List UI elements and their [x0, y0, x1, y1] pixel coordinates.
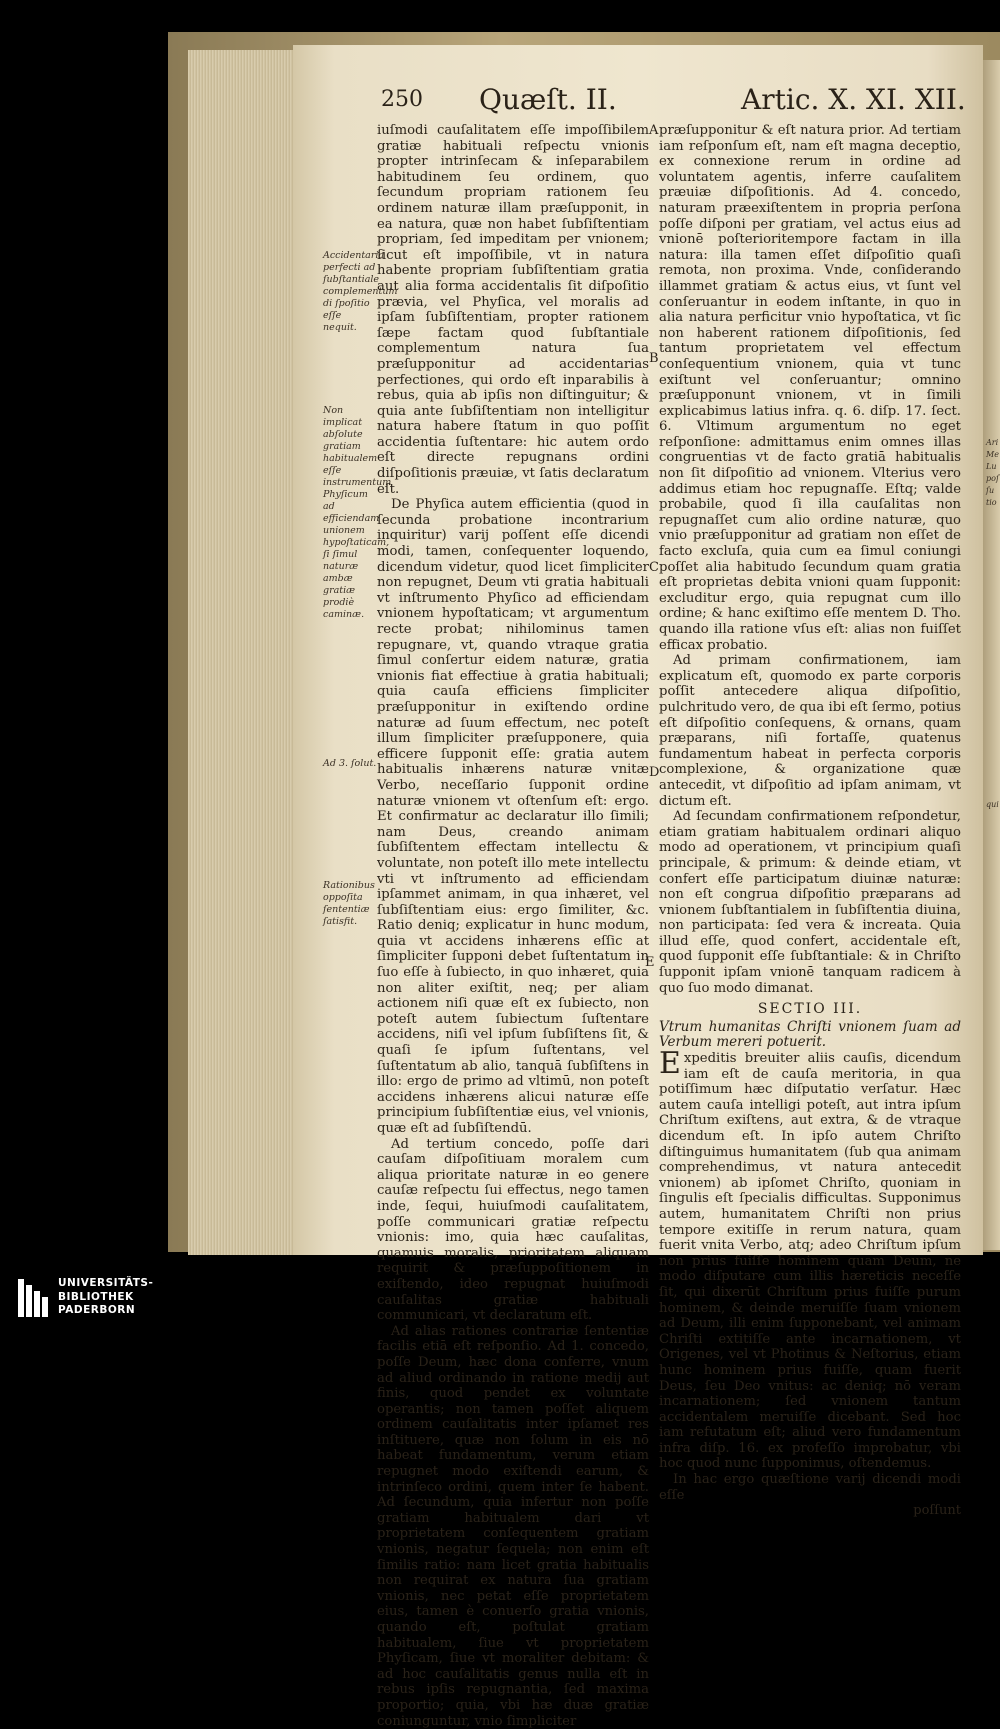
section-first-paragraph [659, 1046, 961, 1472]
edge-fragment: ſu [986, 486, 995, 495]
running-title: Quæſt. II. [479, 83, 617, 116]
left-column [377, 123, 649, 1729]
edge-fragment: qui [986, 800, 999, 809]
margin-note: Accidentaria perfecti ad ſubſtantiale complementum di ſpoſitio eſſe nequit. [323, 250, 398, 333]
paragraph-text: xpeditis breuiter aliis cauſis, dicendum iam eſt de cauſa meritoria, in qua potiſſimum hæc diſputatio verſatur. Hæc autem cauſa intelligi poteſt, aut intra ipſum Chriſtum exiſtens, aut extra, & de vtraque dicendum eſt. In ipſo autem Chriſto diſtinguimus humanitatem (ſub qua animam comprehendimus, vt natura antecedit vnionem) ab ipſomet Chriſto, quoniam in ſingulis eſt ſpecialis difficultas. Supponimus autem, humanitatem Chriſti non prius tempore exitiſſe in rerum natura, quam fuerit vnita Verbo, atq; adeo Chriſtum ipſum non prius fuiſſe hominem quam Deum, ne modo diſputare cum illis hæreticis neceſſe ſit, qui dixerūt Chriſtum prius fuiſſe purum hominem, & deinde meruiſſe ſuam vnionem ad Deum, illi enim ſupponebant, vel animam Chriſti extitiſſe ante incarnationem, vt Origenes, vel vt Photinus & Neſtorius, etiam hunc hominem prius fuiſſe, quam fuerit Deus, ſeu Deo vnitus: ac deniq; nō veram incarnationem; ſed vnionem tantum accidentalem meruiſſe dicebant. Sed hoc iam refutatum eſt; aliud vero fundamentum infra diſp. 16. ex profeſſo improbatur, vbi hoc quod nunc ſupponimus, oſtendemus. [659, 1051, 961, 1472]
drop-cap: E [659, 1046, 681, 1082]
library-logo-icon [18, 1279, 52, 1317]
margin-letter: B [649, 351, 659, 366]
right-column [659, 123, 961, 1519]
margin-note: Rationibus oppoſita ſententiæ ſatisfit. [323, 880, 375, 927]
paragraph: De Phyſica autem efficientia (quod in ſecunda probatione incontrarium inquiritur) varij poſſent eſſe dicendi modi, tamen, conſequenter loquendo, dicendum videtur, quod licet ſimpliciter non repugnet, Deum vti gratia habituali vt inſtrumento Phyſico ad efficiendam vnionem hypoſtaticam; vt argumentum recte probat; nihilominus tamen repugnare, vt, quando vtraque gratia ſimul conſertur eidem naturæ, gratia vnionis fiat effectiue à gratia habituali; quia cauſa efficiens ſimpliciter præſupponitur in exiſtendo ordine naturæ ad ſuum effectum, nec poteſt illum ſimpliciter præſupponere, quia efficere ſupponit eſſe: gratia autem habitualis inhærens naturæ vnitæ Verbo, neceſſario ſupponit ordine naturæ vnionem vt oſtenſum eſt: ergo. Et confirmatur ac declaratur illo ſimili; nam Deus, creando animam ſubſiſtentem effectam intellectu & voluntate, non poteſt illo mete intellectu vti vt inſtrumento ad efficiendam ipſammet animam, in qua inhæret, vel ſubſiſtentiam eius: ergo ſimiliter, &c. Ratio deniq; explicatur in hunc modum, quia vt accidens inhærens eſſic at ſimpliciter ſupponi debet ſuſtentatum in ſuo eſſe à ſubiecto, in quo inhæret, quia non aliter exiſtit, neq; per aliam actionem niſi quæ eſt ex ſubiecto, non poteſt autem ſubiectum ſuſtentare accidens, niſi vel ipſum ſubſiſtens ſit, & quaſi ſe ipſum ſuſtentans, vel ſuſtentatum ab alio, tanquā ſubſiſtens in illo: ergo de primo ad vltimū, non poteſt accidens inhærens alicui naturæ eſſe principium ſubſiſtentiæ eius, vel vnionis, quæ eſt ad ſubſiſtendū. [377, 497, 649, 1136]
article-title: Artic. X. XI. XII. [741, 83, 966, 116]
library-logo-text: UNIVERSITÄTS- BIBLIOTHEK PADERBORN [58, 1277, 154, 1316]
margin-letter: E [645, 955, 655, 970]
paragraph: Ad primam confirmationem, iam explicatum eſt, quomodo ex parte corporis poſſit antecedere aliqua diſpoſitio, pulchritudo vero, de qua ibi eſt ſermo, potius eſt diſpoſitio conſequens, & ornans, quam præparans, niſi fortaſſe, quatenus fundamentum habeat in perfecta corporis complexione, & organizatione quæ antecedit, vt diſpoſitio ad ipſam animam, vt dictum eſt. [659, 653, 961, 809]
edge-fragment: Lu [986, 462, 997, 471]
book-page [293, 45, 983, 1729]
margin-note: Ad 3. ſolut. [323, 758, 377, 769]
margin-letter: C [649, 560, 659, 575]
edge-fragment: Ari [986, 438, 999, 447]
catchword: poſſunt [913, 1503, 961, 1519]
section-question: Vtrum humanitas Chriſti vnionem ſuam ad Verbum mereri potuerit. [659, 1018, 961, 1051]
margin-letter: D [649, 765, 660, 780]
margin-note: Non implicat abſolute gratiam habitualem eſſe instrumentum Phyſicum ad efficiendam unionem hypoſtaticam, ſi ſimul naturæ ambæ gratiæ prodiè caminæ. [323, 405, 392, 620]
margin-letter: A [649, 123, 659, 138]
paragraph: iuſmodi cauſalitatem eſſe impoſſibilem gratiæ habituali reſpectu vnionis propter intrinſecam & inſeparabilem habitudinem ſeu ordinem, quo ſecundum propriam rationem ſeu ordinem naturæ illam præſupponit, in ea natura, quæ non habet ſubſiſtentiam propriam, ſed impeditam per vnionem; ſicut eſt impoſſibile, vt in natura habente propriam ſubſiſtentiam gratia aut alia forma accidentalis ſit diſpoſitio prævia, vel Phyſica, vel moralis ad ipſam ſubſiſtentiam, propter rationem ſæpe factam quod ſubſtantiale complementum natura ſua præſupponitur ad accidentarias perfectiones, qui ordo eſt inparabilis à rebus, quia ab ipſis non diſtinguitur; & quia ante ſubſiſtentiam non intelligitur natura habere ſtatum in quo poſſit accidentia ſuſtentare: hic autem ordo eſt directe repugnans ordini diſpoſitionis præuiæ, vt ſatis declaratum eſt. [377, 123, 649, 497]
section-heading: SECTIO III. [757, 1001, 863, 1018]
paragraph: Ad ſecundam confirmationem reſpondetur, etiam gratiam habitualem ordinari aliquo modo ad operationem, vt principium quaſi principale, & primum: & deinde etiam, vt confert eſſe participatum diuinæ naturæ: non eſt congrua diſpoſitio præparans ad vnionem ſubſtantialem in ſubſiſtentia diuina, non participata: ſed vera & increata. Quia illud eſſe, quod confert, accidentale eſt, quod ſupponit eſſe ſubſtantiale: & in Chriſto ſupponit ipſam vnionē tanquam radicem à quo ſuo modo dimanat. [659, 809, 961, 996]
edge-fragment: tio [986, 498, 997, 507]
page-number: 250 [381, 87, 423, 112]
paragraph: præſupponitur & eſt natura prior. Ad tertiam iam reſponſum eſt, nam eſt magna deceptio, ex connexione rerum in ordine ad voluntatem agentis, inferre cauſalitem præuiæ diſpoſitionis. Ad 4. concedo, naturam præexiſtentem in propria perſona poſſe diſponi per gratiam, vel actus eius ad vnionē poſterioritempore factam in illa natura: illa tamen eſſet diſpoſitio quaſi remota, non proxima. Vnde, conſiderando illammet gratiam & actus eius, vt ſunt vel conſeruantur in eodem inſtante, in quo in alia natura perficitur vnio hypoſtatica, vt ſic non haberent rationem diſpoſitionis, ſed tantum proprietatem vel effectum conſequentium vnionem, quia vt tunc exiſtunt vel conſeruantur; omnino præſupponunt vnionem, vt in ſimili explicabimus latius infra. q. 6. diſp. 17. ſect. 6. Vltimum argumentum no eget reſponſione: admittamus enim omnes illas congruentias vt de facto gratiā habitualis non ſit diſpoſitio ad vnionem. Vlterius vero addimus etiam hoc repugnaſſe. Eſtq; valde probabile, quod ſi illa cauſalitas non repugnaſſet cum alio ordine naturæ, quo vnio præſupponitur ad gratiam non eſſet de facto excluſa, quia cum ea ſimul coniungi poſſet alia habitudo ſecundum quam gratia eſt proprietas debita vnioni quam ſupponit: excluditur ergo, quia repugnat cum illo ordine; & hanc exiſtimo eſſe mentem D. Tho. quando illa ratione vſus eſt: alias non fuiſſet efficax probatio. [659, 123, 961, 653]
paragraph: In hac ergo quæſtione varij dicendi modi eſſe [659, 1472, 961, 1503]
library-logo [18, 1277, 218, 1321]
paragraph: Ad alias rationes contrariæ ſententiæ facilis etiā eſt reſponſio. Ad 1. concedo, poſſe Deum, hæc dona conferre, vnum ad aliud ordinando in ratione medij aut finis, quod pendet ex voluntate operantis; non tamen poſſet aliquem ordinem cauſalitatis inter ipſamet res inſtituere, quæ non ſolum in eis nō habeat fundamentum, verum etiam repugnet modo exiſtendi earum, & intrinſeco ordini, quem inter ſe habent. Ad ſecundum, quia infertur non poſſe gratiam habitualem dari vt proprietatem conſequentem gratiam vnionis, negatur ſequela; non enim eſt ſimilis ratio: nam licet gratia habitualis non requirat ex natura ſua gratiam vnionis, nec petat eſſe proprietatem eius, tamen è conuerſo gratia vnionis, quando eſt, poſtulat gratiam habitualem, ſiue vt proprietatem Phyſicam, ſiue vt moraliter debitam: & ad hoc cauſalitatis genus nulla eſt in rebus ipſis repugnantia, ſed maxima proportio; quia, vbi hæ duæ gratiæ coniunguntur, vnio ſimpliciter [377, 1323, 649, 1729]
page-header [381, 83, 966, 127]
page-edges [188, 50, 295, 1255]
edge-fragment: poſ [986, 474, 999, 483]
edge-fragment: Me [986, 450, 999, 459]
paragraph: Ad tertium concedo, poſſe dari cauſam diſpoſitiuam moralem cum aliqua prioritate naturæ in eo genere cauſæ reſpectu ſui effectus, nego tamen inde, ſequi, huiuſmodi cauſalitatem, poſſe communicari gratiæ reſpectu vnionis: imo, quia hæc cauſalitas, quamuis moralis, prioritatem aliquam requirit & præſuppoſitionem in exiſtendo, ideo repugnat huiuſmodi cauſalitas gratiæ habituali communicari, vt declaratum eſt. [377, 1136, 649, 1324]
